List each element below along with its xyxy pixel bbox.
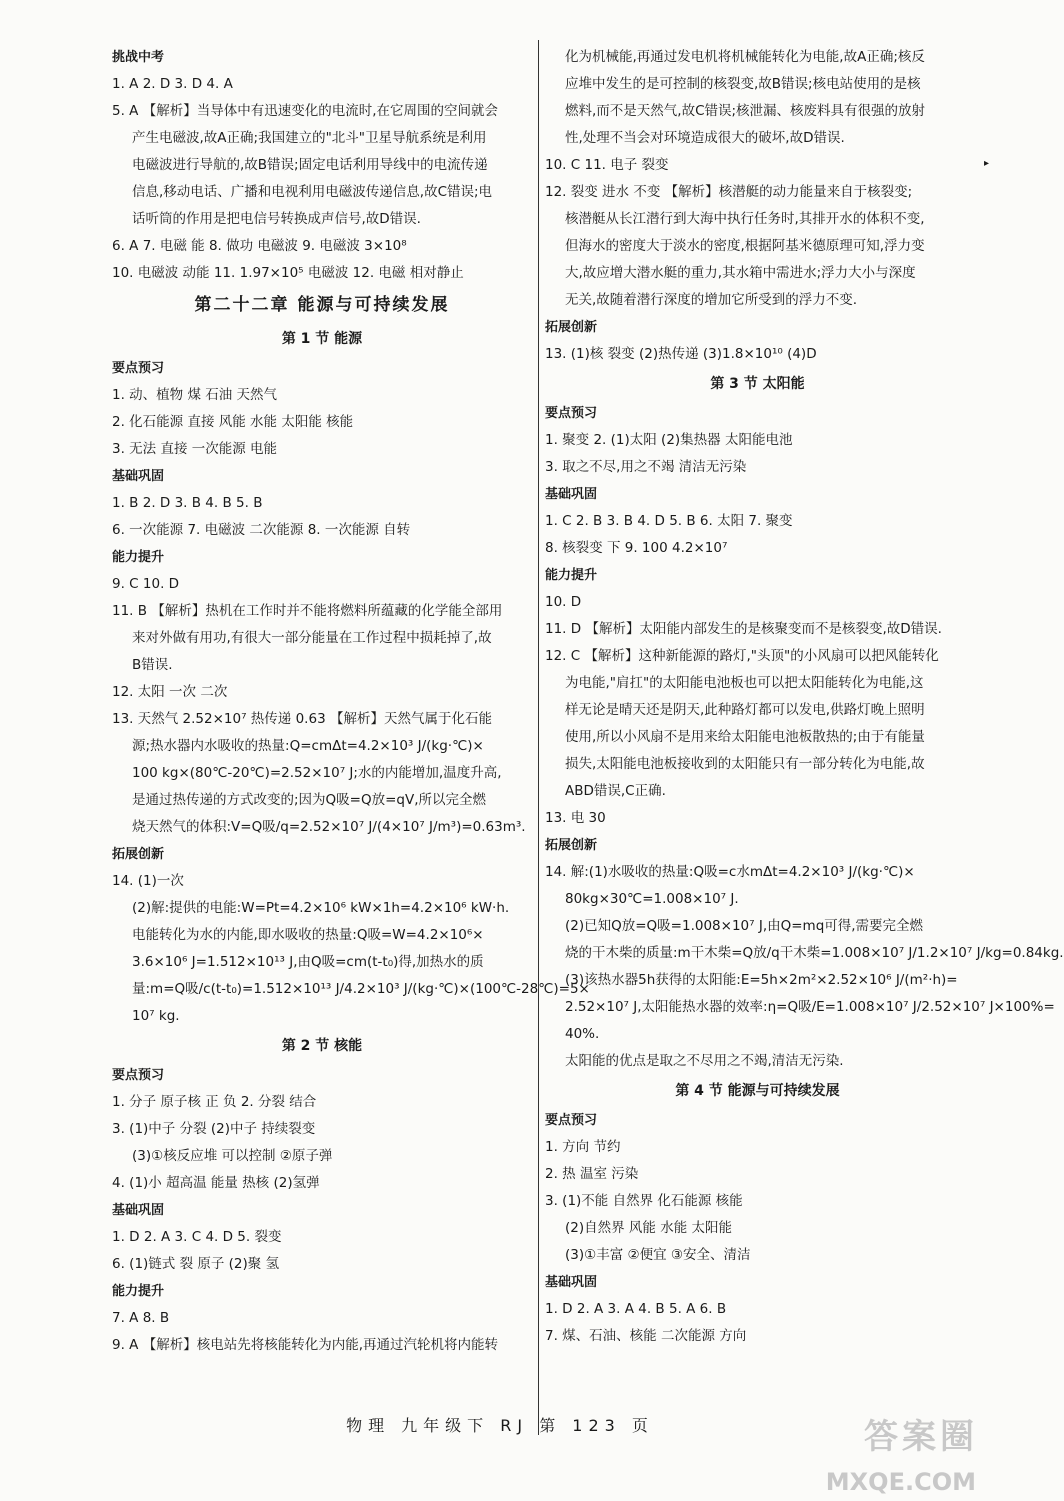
- section-heading: 要点预习: [112, 361, 165, 376]
- section-heading: 挑战中考: [112, 50, 165, 65]
- answer-line: 14. 解:(1)水吸收的热量:Q吸=c水mΔt=4.2×10³ J/(kg·℃)×: [545, 864, 915, 880]
- section-heading: 能力提升: [545, 568, 598, 583]
- answer-continuation: 80kg×30℃=1.008×10⁷ J.: [565, 891, 739, 907]
- answer-line: 14. (1)一次: [112, 873, 184, 889]
- answer-line: 9. A 【解析】核电站先将核能转化为内能,再通过汽轮机将内能转: [112, 1337, 498, 1353]
- section-heading: 基础巩固: [545, 1275, 598, 1290]
- section-heading: 要点预习: [545, 1113, 598, 1128]
- answer-continuation: 性,处理不当会对环境造成很大的破坏,故D错误.: [565, 130, 845, 146]
- answer-line: 3. (1)不能 自然界 化石能源 核能: [545, 1193, 743, 1209]
- page-footer: 物理 九年级下 RJ 第 123 页: [346, 1416, 654, 1435]
- section-heading: 拓展创新: [545, 320, 598, 335]
- answer-line: 7. A 8. B: [112, 1310, 170, 1326]
- section-heading: 基础巩固: [112, 469, 165, 484]
- answer-line: 6. A 7. 电磁 能 8. 做功 电磁波 9. 电磁波 3×10⁸: [112, 238, 407, 254]
- answer-line: 3. 无法 直接 一次能源 电能: [112, 441, 278, 457]
- answer-continuation: 3.6×10⁶ J=1.512×10¹³ J,由Q吸=cm(t-t₀)得,加热水的质: [132, 954, 484, 970]
- section-heading: 要点预习: [545, 406, 598, 421]
- answer-line: 2. 热 温室 污染: [545, 1166, 639, 1182]
- section-title: 第 2 节 核能: [281, 1038, 363, 1054]
- answer-continuation: 使用,所以小风扇不是用来给太阳能电池板散热的;由于有能量: [565, 729, 925, 745]
- answer-continuation: B错误.: [132, 657, 173, 673]
- answer-continuation: 是通过热传递的方式改变的;因为Q吸=Q放=qV,所以完全燃: [132, 792, 487, 808]
- answer-line: 10. 电磁波 动能 11. 1.97×10⁵ 电磁波 12. 电磁 相对静止: [112, 265, 464, 281]
- answer-line: 11. D 【解析】太阳能内部发生的是核聚变而不是核裂变,故D错误.: [545, 621, 942, 637]
- answer-continuation: 量:m=Q吸/c(t-t₀)=1.512×10¹³ J/4.2×10³ J/(kg·℃)×(100℃-28℃)=5×: [132, 981, 590, 997]
- answer-line: 10. C 11. 电子 裂变: [545, 157, 669, 173]
- right-column: [545, 44, 1064, 1350]
- answer-continuation: 2.52×10⁷ J,太阳能热水器的效率:η=Q吸/E=1.008×10⁷ J/2.52×10⁷ J×100%=: [565, 999, 1055, 1015]
- answer-line: 7. 煤、石油、核能 二次能源 方向: [545, 1328, 747, 1344]
- answer-continuation: 电磁波进行导航的,故B错误;固定电话利用导线中的电流传递: [132, 157, 488, 173]
- answer-continuation: 来对外做有用功,有很大一部分能量在工作过程中损耗掉了,故: [132, 630, 492, 646]
- answer-continuation: 话听筒的作用是把电信号转换成声信号,故D错误.: [132, 211, 421, 227]
- answer-line: 12. 太阳 一次 二次: [112, 684, 228, 700]
- section-heading: 基础巩固: [545, 487, 598, 502]
- answer-line: 11. B 【解析】热机在工作时并不能将燃料所蕴藏的化学能全部用: [112, 603, 503, 619]
- answer-continuation: (2)已知Q放=Q吸=1.008×10⁷ J,由Q=mq可得,需要完全燃: [565, 918, 924, 934]
- answer-line: 6. 一次能源 7. 电磁波 二次能源 8. 一次能源 自转: [112, 522, 411, 538]
- answer-line: 12. C 【解析】这种新能源的路灯,"头顶"的小风扇可以把风能转化: [545, 648, 939, 664]
- answer-line: 3. (1)中子 分裂 (2)中子 持续裂变: [112, 1121, 316, 1137]
- answer-line: 1. 方向 节约: [545, 1139, 621, 1155]
- section-heading: 拓展创新: [545, 838, 598, 853]
- answer-line: 2. 化石能源 直接 风能 水能 太阳能 核能: [112, 414, 354, 430]
- answer-continuation: (3)①丰富 ②便宜 ③安全、清洁: [565, 1247, 751, 1263]
- answer-continuation: 太阳能的优点是取之不尽用之不竭,清洁无污染.: [565, 1053, 844, 1069]
- chapter-title: 第二十二章 能源与可持续发展: [194, 295, 450, 315]
- answer-continuation: (3)该热水器5h获得的太阳能:E=5h×2m²×2.52×10⁶ J/(m²·h)=: [565, 972, 958, 988]
- answer-line: 8. 核裂变 下 9. 100 4.2×10⁷: [545, 540, 728, 556]
- answer-line: 6. (1)链式 裂 原子 (2)聚 氢: [112, 1256, 280, 1272]
- answer-continuation: 无关,故随着潜行深度的增加它所受到的浮力不变.: [565, 292, 858, 308]
- watermark-url: MXQE.COM: [825, 1468, 976, 1496]
- answer-continuation: 燃料,而不是天然气,故C错误;核泄漏、核废料具有很强的放射: [565, 103, 926, 119]
- answer-continuation: 10⁷ kg.: [132, 1008, 180, 1024]
- answer-line: 1. A 2. D 3. D 4. A: [112, 76, 233, 92]
- answer-line: 13. 电 30: [545, 810, 606, 826]
- answer-continuation: 为电能,"肩扛"的太阳能电池板也可以把太阳能转化为电能,这: [565, 675, 924, 691]
- answer-line: 1. 动、植物 煤 石油 天然气: [112, 387, 278, 403]
- answer-line: 5. A 【解析】当导体中有迅速变化的电流时,在它周围的空间就会: [112, 103, 498, 119]
- answer-line: 13. 天然气 2.52×10⁷ 热传递 0.63 【解析】天然气属于化石能: [112, 711, 492, 727]
- answer-continuation: 产生电磁波,故A正确;我国建立的"北斗"卫星导航系统是利用: [132, 130, 487, 146]
- section-heading: 拓展创新: [112, 847, 165, 862]
- answer-continuation: 100 kg×(80℃-20℃)=2.52×10⁷ J;水的内能增加,温度升高,: [132, 765, 502, 781]
- answer-continuation: 烧的干木柴的质量:m干木柴=Q放/q干木柴=1.008×10⁷ J/1.2×10⁷ J/kg=0.84kg.: [565, 945, 1064, 961]
- answer-line: 3. 取之不尽,用之不竭 清洁无污染: [545, 459, 747, 475]
- section-heading: 基础巩固: [112, 1203, 165, 1218]
- section-title: 第 4 节 能源与可持续发展: [675, 1083, 840, 1099]
- section-title: 第 1 节 能源: [281, 331, 363, 347]
- edge-mark: ▸: [984, 158, 990, 169]
- section-heading: 能力提升: [112, 550, 165, 565]
- answer-continuation: 应堆中发生的是可控制的核裂变,故B错误;核电站使用的是核: [565, 76, 921, 92]
- answer-continuation: 化为机械能,再通过发电机将机械能转化为电能,故A正确;核反: [565, 49, 925, 65]
- answer-line: 1. D 2. A 3. C 4. D 5. 裂变: [112, 1229, 282, 1245]
- section-heading: 要点预习: [112, 1068, 165, 1083]
- answer-continuation: 电能转化为水的内能,即水吸收的热量:Q吸=W=4.2×10⁶×: [132, 927, 484, 943]
- answer-continuation: 信息,移动电话、广播和电视利用电磁波传递信息,故C错误;电: [132, 184, 493, 200]
- answer-continuation: 烧天然气的体积:V=Q吸/q=2.52×10⁷ J/(4×10⁷ J/m³)=0.63m³.: [132, 819, 526, 835]
- answer-continuation: 但海水的密度大于淡水的密度,根据阿基米德原理可知,浮力变: [565, 238, 925, 254]
- answer-continuation: 源;热水器内水吸收的热量:Q=cmΔt=4.2×10³ J/(kg·℃)×: [132, 738, 484, 754]
- answer-continuation: 损失,太阳能电池板接收到的太阳能只有一部分转化为电能,故: [565, 756, 925, 772]
- answer-continuation: (2)解:提供的电能:W=Pt=4.2×10⁶ kW×1h=4.2×10⁶ kW·h.: [132, 900, 510, 916]
- answer-continuation: 核潜艇从长江潜行到大海中执行任务时,其排开水的体积不变,: [565, 211, 925, 227]
- answer-line: 13. (1)核 裂变 (2)热传递 (3)1.8×10¹⁰ (4)D: [545, 346, 817, 362]
- answer-line: 9. C 10. D: [112, 576, 180, 592]
- answer-continuation: 样无论是晴天还是阴天,此种路灯都可以发电,供路灯晚上照明: [565, 702, 925, 718]
- section-heading: 能力提升: [112, 1284, 165, 1299]
- answer-line: 1. B 2. D 3. B 4. B 5. B: [112, 495, 263, 511]
- answer-continuation: 大,故应增大潜水艇的重力,其水箱中需进水;浮力大小与深度: [565, 265, 916, 281]
- answer-line: 4. (1)小 超高温 能量 热核 (2)氢弹: [112, 1175, 320, 1191]
- answer-continuation: (2)自然界 风能 水能 太阳能: [565, 1220, 732, 1236]
- answer-line: 10. D: [545, 594, 582, 610]
- answer-continuation: ABD错误,C正确.: [565, 783, 666, 799]
- answer-line: 1. C 2. B 3. B 4. D 5. B 6. 太阳 7. 聚变: [545, 513, 793, 529]
- answer-line: 1. 分子 原子核 正 负 2. 分裂 结合: [112, 1094, 317, 1110]
- answer-continuation: 40%.: [565, 1026, 600, 1042]
- answer-line: 12. 裂变 进水 不变 【解析】核潜艇的动力能量来自于核裂变;: [545, 184, 913, 200]
- section-title: 第 3 节 太阳能: [710, 376, 805, 392]
- answer-line: 1. D 2. A 3. A 4. B 5. A 6. B: [545, 1301, 727, 1317]
- column-divider: [538, 40, 539, 1435]
- answer-line: 1. 聚变 2. (1)太阳 (2)集热器 太阳能电池: [545, 432, 793, 448]
- watermark-logo: [790, 1417, 990, 1500]
- answer-continuation: (3)①核反应堆 可以控制 ②原子弹: [132, 1148, 333, 1164]
- watermark-mark: 答案圈: [864, 1417, 978, 1457]
